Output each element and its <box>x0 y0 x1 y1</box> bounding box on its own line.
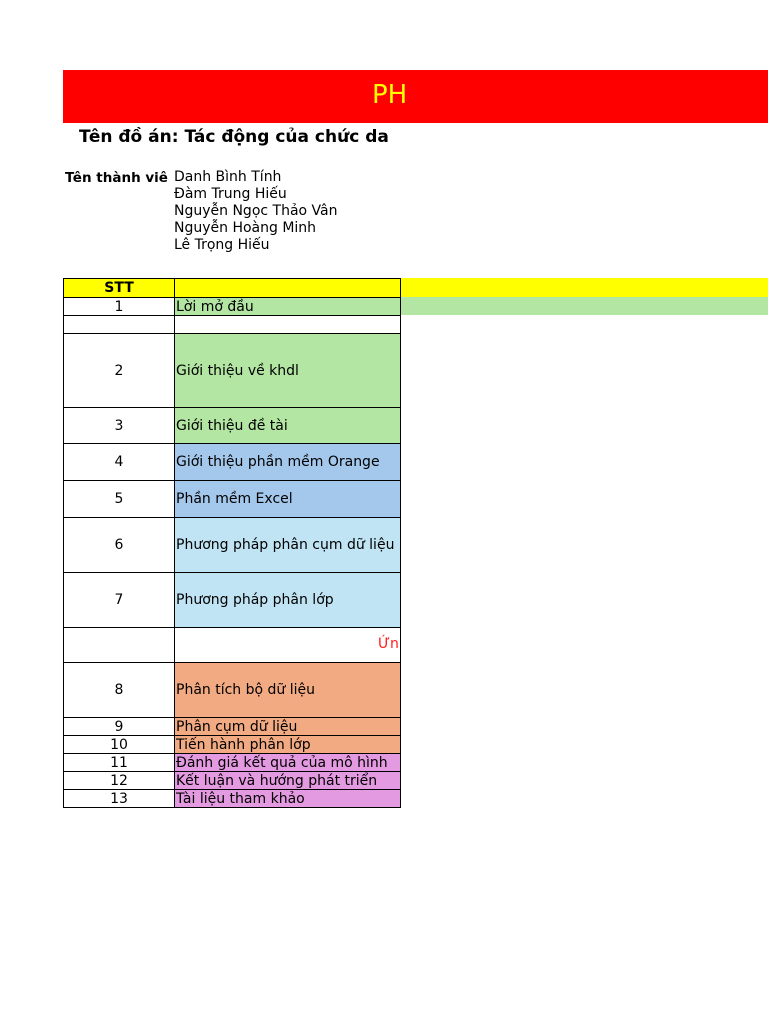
table-row <box>64 772 401 790</box>
row-title[interactable]: Giới thiệu phần mềm Orange <box>175 444 401 481</box>
row-title[interactable]: Đánh giá kết quả của mô hình <box>175 754 401 772</box>
table-row <box>64 408 401 444</box>
row-number[interactable]: 6 <box>64 518 175 573</box>
row-number[interactable]: 1 <box>64 298 175 316</box>
intro-row-extension <box>397 297 768 315</box>
row-title[interactable]: Giới thiệu đề tài <box>175 408 401 444</box>
row-title[interactable] <box>175 628 401 663</box>
row-title[interactable] <box>175 316 401 334</box>
row-number[interactable]: 10 <box>64 736 175 754</box>
member-name: Danh Bình Tính <box>174 169 282 185</box>
member-name: Đàm Trung Hiếu <box>174 186 287 202</box>
row-number[interactable]: 4 <box>64 444 175 481</box>
table-row <box>64 754 401 772</box>
row-title[interactable]: Tài liệu tham khảo <box>175 790 401 808</box>
members-list <box>174 169 338 254</box>
table-row <box>64 718 401 736</box>
table-row <box>64 298 401 316</box>
row-title[interactable]: Phương pháp phân cụm dữ liệu <box>175 518 401 573</box>
row-number[interactable] <box>64 628 175 663</box>
member-name: Lê Trọng Hiếu <box>174 237 270 253</box>
stt-header[interactable]: STT <box>64 279 175 298</box>
table-row <box>64 790 401 808</box>
row-number[interactable]: 9 <box>64 718 175 736</box>
members-label: Tên thành viê <box>65 170 168 186</box>
row-number[interactable]: 7 <box>64 573 175 628</box>
row-title[interactable]: Tiến hành phân lớp <box>175 736 401 754</box>
content-header[interactable] <box>175 279 401 298</box>
row-title[interactable]: Phân cụm dữ liệu <box>175 718 401 736</box>
section-heading: Ứn <box>378 636 399 652</box>
row-title[interactable]: Kết luận và hướng phát triển <box>175 772 401 790</box>
row-title[interactable]: Phương pháp phân lớp <box>175 573 401 628</box>
row-title[interactable]: Lời mở đầu <box>175 298 401 316</box>
table-row <box>64 481 401 518</box>
banner-title: PH <box>372 80 408 110</box>
table-row <box>64 736 401 754</box>
row-number[interactable] <box>64 316 175 334</box>
title-banner <box>63 70 768 123</box>
table-header-row <box>64 279 401 298</box>
row-title[interactable]: Phân tích bộ dữ liệu <box>175 663 401 718</box>
project-title: Tên đồ án: Tác động của chức da <box>79 127 389 147</box>
row-title[interactable]: Phần mềm Excel <box>175 481 401 518</box>
outline-table <box>63 278 401 808</box>
row-title[interactable]: Giới thiệu về khdl <box>175 334 401 408</box>
table-row <box>64 444 401 481</box>
table-row <box>64 518 401 573</box>
row-number[interactable]: 2 <box>64 334 175 408</box>
header-row-extension <box>397 278 768 297</box>
row-number[interactable]: 3 <box>64 408 175 444</box>
row-number[interactable]: 12 <box>64 772 175 790</box>
member-name: Nguyễn Hoàng Minh <box>174 220 317 236</box>
row-number[interactable]: 11 <box>64 754 175 772</box>
table-row <box>64 573 401 628</box>
member-name: Nguyễn Ngọc Thảo Vân <box>174 203 338 219</box>
table-row <box>64 316 401 334</box>
table-row <box>64 334 401 408</box>
table-row <box>64 628 401 663</box>
row-number[interactable]: 5 <box>64 481 175 518</box>
row-number[interactable]: 8 <box>64 663 175 718</box>
row-number[interactable]: 13 <box>64 790 175 808</box>
table-row <box>64 663 401 718</box>
